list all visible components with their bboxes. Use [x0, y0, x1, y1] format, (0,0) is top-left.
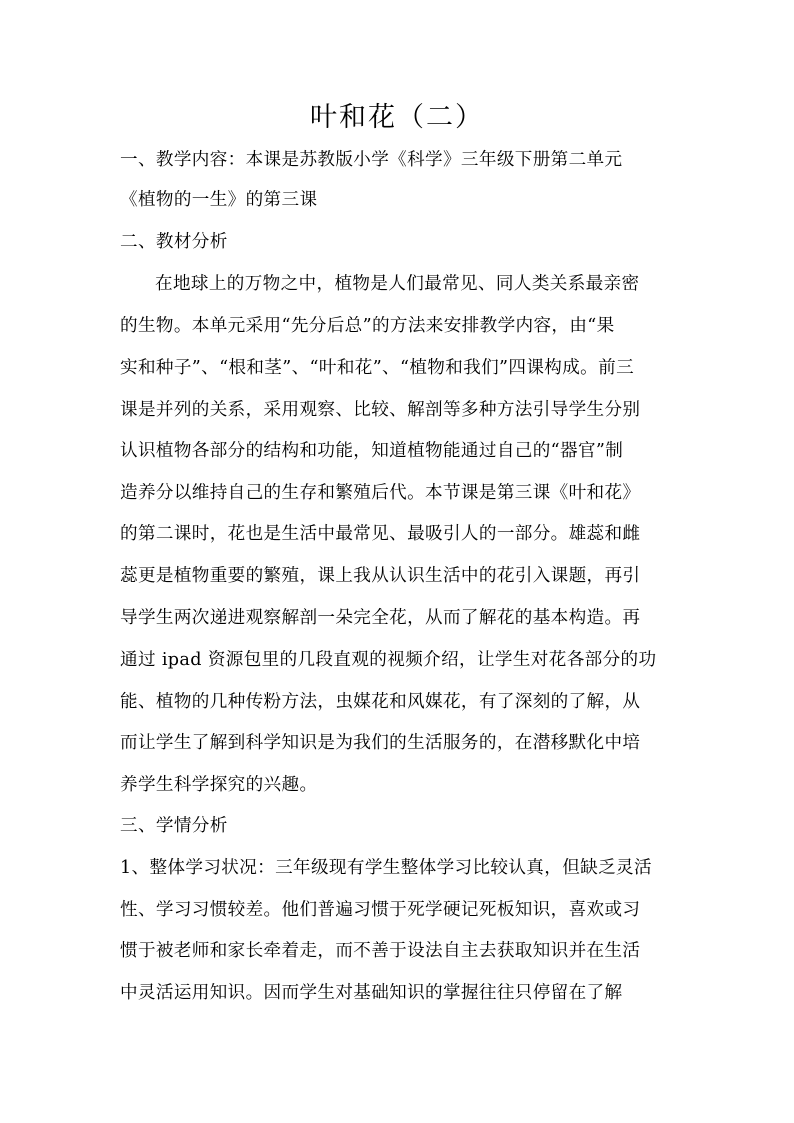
section-2-heading: 二、教材分析 — [120, 232, 228, 252]
paragraph-line: 惯于被老师和家长牵着走，而不善于设法自主去获取知识并在生活 — [120, 941, 641, 961]
paragraph-line: 的生物。本单元采用“先分后总”的方法来安排教学内容，由“果 — [120, 316, 615, 336]
section-1-continuation: 《植物的一生》的第三课 — [120, 190, 318, 210]
section-1-teaching-content: 一、教学内容：本课是苏教版小学《科学》三年级下册第二单元 — [120, 150, 623, 170]
paragraph-line: 蕊更是植物重要的繁殖，课上我从认识生活中的花引入课题，再引 — [120, 566, 641, 586]
paragraph-line: 在地球上的万物之中，植物是人们最常见、同人类关系最亲密 — [155, 274, 640, 294]
paragraph-line: 认识植物各部分的结构和功能，知道植物能通过自己的“器官”制 — [120, 441, 624, 461]
document-title: 叶和花（二） — [310, 102, 484, 133]
paragraph-line: 课是并列的关系，采用观察、比较、解剖等多种方法引导学生分别 — [120, 400, 641, 420]
paragraph-line: 1、整体学习状况：三年级现有学生整体学习比较认真，但缺乏灵活 — [120, 858, 652, 878]
paragraph-line: 能、植物的几种传粉方法，虫媒花和风媒花，有了深刻的了解，从 — [120, 692, 641, 712]
paragraph-line: 性、学习习惯较差。他们普遍习惯于死学硬记死板知识，喜欢或习 — [120, 900, 641, 920]
paragraph-line: 而让学生了解到科学知识是为我们的生活服务的，在潜移默化中培 — [120, 733, 641, 753]
paragraph-line: 造养分以维持自己的生存和繁殖后代。本节课是第三课《叶和花》 — [120, 483, 641, 503]
paragraph-line: 导学生两次递进观察解剖一朵完全花，从而了解花的基本构造。再 — [120, 608, 641, 628]
paragraph-line: 养学生科学探究的兴趣。 — [120, 775, 318, 795]
paragraph-line: 的第二课时，花也是生活中最常见、最吸引人的一部分。雄蕊和雌 — [120, 524, 641, 544]
paragraph-line: 实和种子”、“根和茎”、“叶和花”、“植物和我们”四课构成。前三 — [120, 358, 635, 378]
section-3-heading: 三、学情分析 — [120, 816, 228, 836]
paragraph-line: 中灵活运用知识。因而学生对基础知识的掌握往往只停留在了解 — [120, 983, 623, 1003]
paragraph-line: 通过 ipad 资源包里的几段直观的视频介绍，让学生对花各部分的功 — [120, 650, 657, 670]
